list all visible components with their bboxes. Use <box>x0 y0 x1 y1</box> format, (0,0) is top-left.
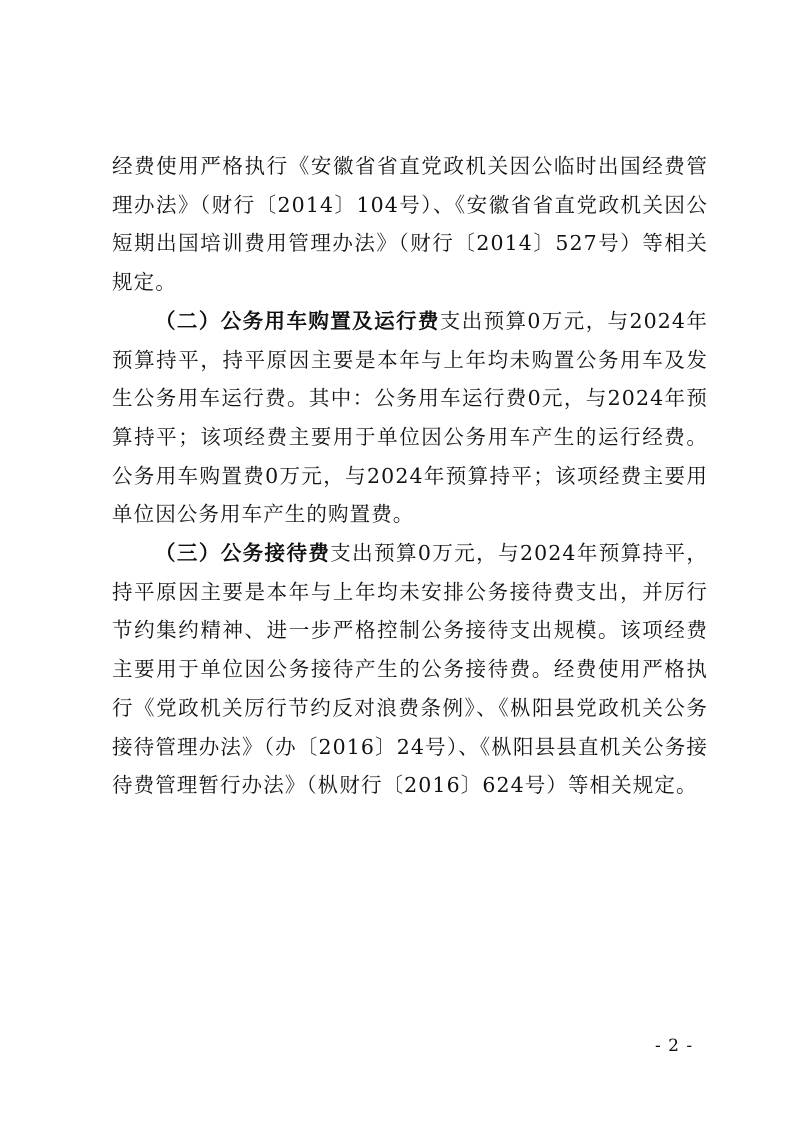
paragraph-text: 支出预算0万元，与2024年预算持平，持平原因主要是本年与上年均未安排公务接待费支出，并厉行节约集约精神、进一步严格控制公务接待支出规模。该项经费主要用于单位因公务接待产生的公务接待费。经费使用严格执行《党政机关厉行节约反对浪费条例》、《枞阳县党政机关公务接待管理办法》（办〔2016〕24号）、《枞阳县县直机关公务接待费管理暂行办法》（枞财行〔2016〕624号）等相关规定。 <box>112 541 708 798</box>
paragraph-text: 经费使用严格执行《安徽省省直党政机关因公临时出国经费管理办法》（财行〔2014〕104号）、《安徽省省直党政机关因公短期出国培训费用管理办法》（财行〔2014〕527号）等相关规定。 <box>112 154 708 295</box>
paragraph-overseas-expenses-continued <box>112 147 708 302</box>
paragraph-official-reception-expenses <box>112 534 708 805</box>
paragraph-text: 支出预算0万元，与2024年预算持平，持平原因主要是本年与上年均未购置公务用车及发生公务用车运行费。其中：公务用车运行费0元，与2024年预算持平；该项经费主要用于单位因公务用车产生的运行经费。公务用车购置费0万元，与2024年预算持平；该项经费主要用单位因公务用车产生的购置费。 <box>112 308 708 527</box>
section-heading-official-vehicle: （二）公务用车购置及运行费 <box>155 308 440 333</box>
page-number: - 2 - <box>655 1036 694 1056</box>
section-heading-official-reception: （三）公务接待费 <box>155 541 331 566</box>
paragraph-official-vehicle-expenses <box>112 302 708 534</box>
document-body <box>112 147 708 805</box>
